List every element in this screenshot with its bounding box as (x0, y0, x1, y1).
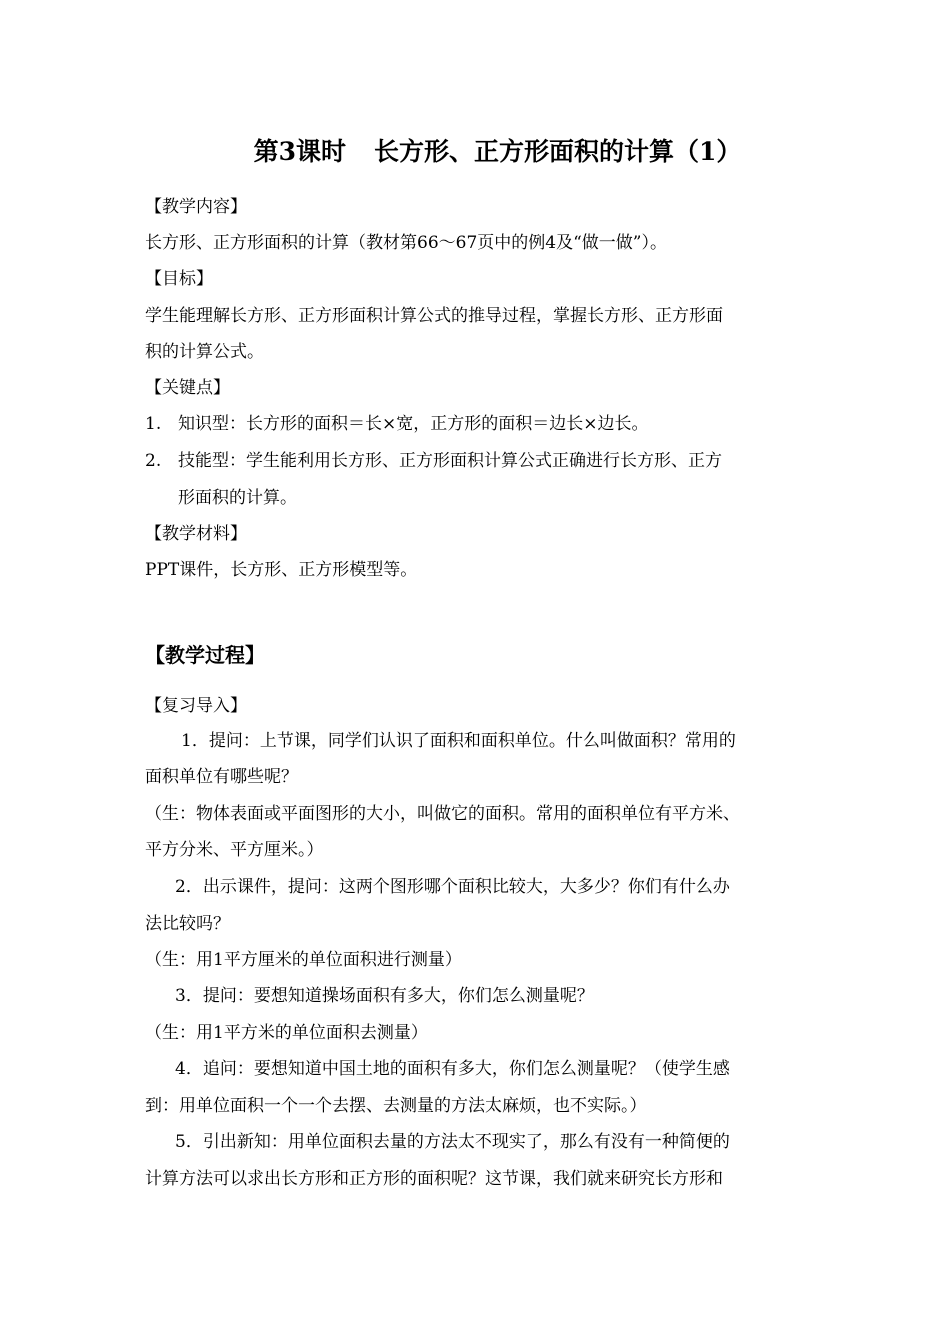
section-heading-process: 【教学过程】 (145, 643, 265, 667)
process-line-3: （生：物体表面或平面图形的大小，叫做它的面积。常用的面积单位有平方米、 (145, 804, 740, 824)
section-heading-keypoints: 【关键点】 (145, 378, 230, 398)
content-text: 长方形、正方形面积的计算（教材第66～67页中的例4及“做一做”）。 (145, 233, 667, 253)
review-heading: 【复习导入】 (145, 696, 247, 716)
process-line-9: （生：用1平方米的单位面积去测量） (145, 1023, 428, 1043)
goal-text-line-2: 积的计算公式。 (145, 342, 264, 362)
process-line-1: 1．提问：上节课，同学们认识了面积和面积单位。什么叫做面积？常用的 (181, 731, 736, 751)
goal-text-line-1: 学生能理解长方形、正方形面积计算公式的推导过程，掌握长方形、正方形面 (145, 306, 723, 326)
process-line-11: 到：用单位面积一个一个去摆、去测量的方法太麻烦，也不实际。） (145, 1096, 647, 1116)
process-line-6: 法比较吗？ (145, 914, 230, 934)
section-heading-content: 【教学内容】 (145, 197, 247, 217)
process-line-12: 5．引出新知：用单位面积去量的方法太不现实了，那么有没有一种简便的 (175, 1132, 730, 1152)
process-line-8: 3．提问：要想知道操场面积有多大，你们怎么测量呢？ (175, 986, 594, 1006)
process-line-2: 面积单位有哪些呢？ (145, 767, 298, 787)
page-title (0, 134, 950, 170)
keypoint-text: 技能型：学生能利用长方形、正方形面积计算公式正确进行长方形、正方 (178, 451, 722, 471)
process-line-5: 2．出示课件，提问：这两个图形哪个面积比较大，大多少？你们有什么办 (175, 877, 730, 897)
process-line-4: 平方分米、平方厘米。） (145, 840, 324, 860)
process-line-10: 4．追问：要想知道中国土地的面积有多大，你们怎么测量呢？（使学生感 (175, 1059, 730, 1079)
title-lesson-name: 长方形、正方形面积的计算（1） (374, 137, 742, 166)
keypoint-item-1 (145, 412, 649, 436)
keypoint-text: 知识型：长方形的面积＝长×宽，正方形的面积＝边长×边长。 (178, 414, 649, 434)
process-line-13: 计算方法可以求出长方形和正方形的面积呢？这节课，我们就来研究长方形和 (145, 1169, 723, 1189)
materials-text: PPT课件，长方形、正方形模型等。 (145, 560, 418, 580)
keypoint-number: 2. (145, 451, 162, 471)
keypoint-number: 1. (145, 414, 162, 434)
process-line-7: （生：用1平方厘米的单位面积进行测量） (145, 950, 462, 970)
title-lesson-number: 第3课时 (253, 137, 346, 166)
keypoint-item-2 (145, 449, 722, 473)
keypoint-item-2-continued: 形面积的计算。 (178, 488, 297, 508)
section-heading-materials: 【教学材料】 (145, 524, 247, 544)
section-heading-goal: 【目标】 (145, 269, 213, 289)
